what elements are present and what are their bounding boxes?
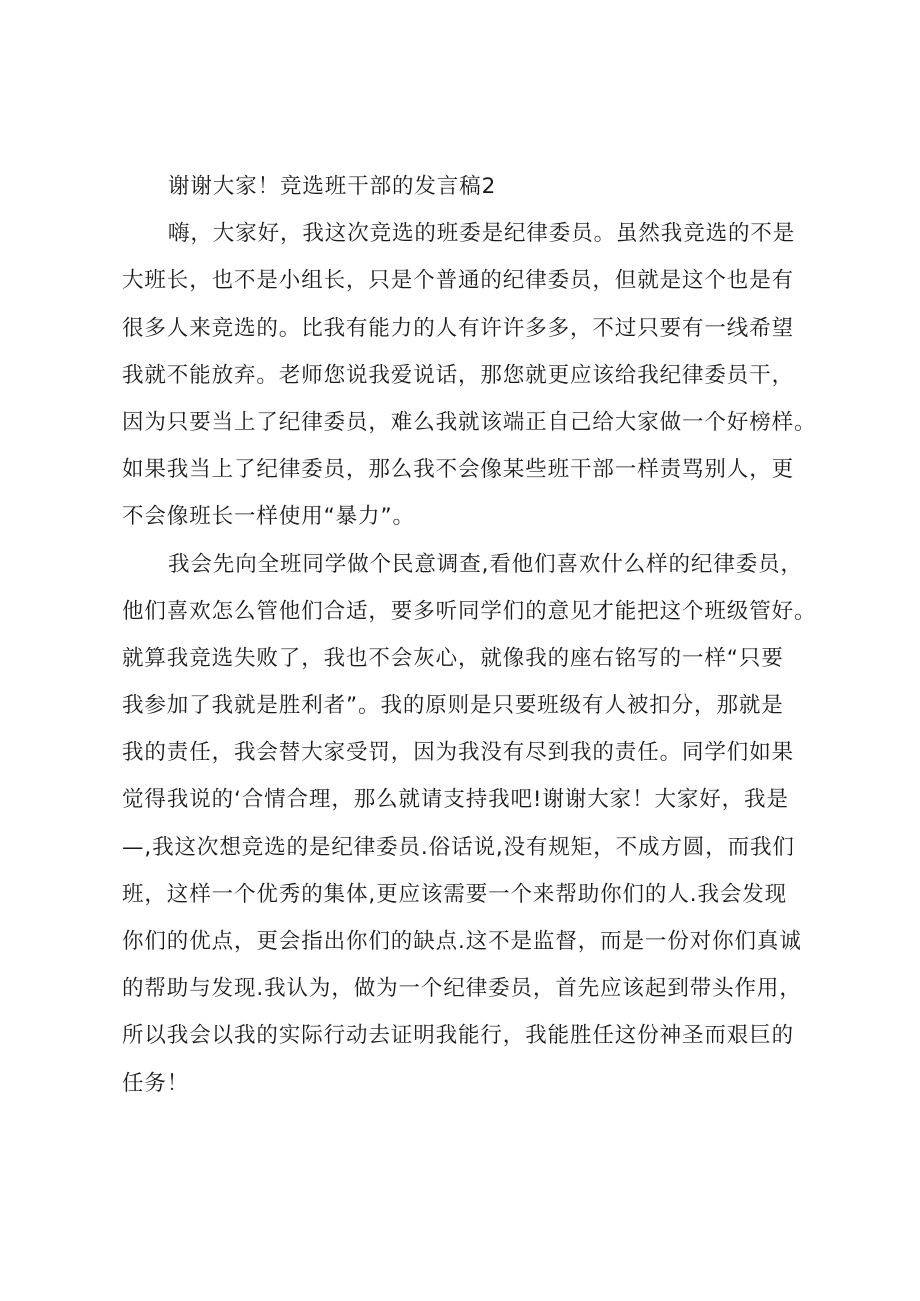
paragraph-line: 任务！ bbox=[122, 1070, 190, 1096]
paragraph-line: —,我这次想竞选的是纪律委员.俗话说,没有规矩，不成方圆，而我们 bbox=[122, 834, 795, 860]
paragraph-line: 就算我竞选失败了，我也不会灰心，就像我的座右铭写的一样“只要 bbox=[122, 645, 784, 671]
paragraph-line: 他们喜欢怎么管他们合适，要多听同学们的意见才能把这个班级管好。 bbox=[122, 598, 817, 624]
paragraph-line: 因为只要当上了纪律委员，难么我就该端正自己给大家做一个好榜样。 bbox=[122, 409, 817, 435]
paragraph-line: 所以我会以我的实际行动去证明我能行，我能胜任这份神圣而艰巨的 bbox=[122, 1023, 795, 1049]
paragraph-line: 很多人来竞选的。比我有能力的人有许许多多，不过只要有一线希望 bbox=[122, 315, 795, 341]
paragraph-2 bbox=[122, 541, 822, 1107]
closing-and-title-line: 谢谢大家！竞选班干部的发言稿2 bbox=[168, 174, 497, 199]
paragraph-line: 觉得我说的‘合情合理，那么就请支持我吧!谢谢大家！大家好，我是 bbox=[122, 787, 789, 813]
paragraph-line: 你们的优点，更会指出你们的缺点.这不是监督，而是一份对你们真诚 bbox=[122, 929, 802, 954]
paragraph-line: 大班长，也不是小组长，只是个普通的纪律委员，但就是这个也是有 bbox=[122, 268, 795, 294]
document-body bbox=[122, 163, 822, 1107]
paragraph-line: 我参加了我就是胜利者”。我的原则是只要班级有人被扣分，那就是 bbox=[122, 693, 784, 719]
paragraph-line: 不会像班长一样使用“暴力”。 bbox=[122, 504, 415, 530]
paragraph-line: 嗨，大家好，我这次竞选的班委是纪律委员。虽然我竞选的不是 bbox=[168, 221, 796, 247]
paragraph-line: 我就不能放弃。老师您说我爱说话，那您就更应该给我纪律委员干， bbox=[122, 362, 795, 388]
paragraph-line: 我的责任，我会替大家受罚，因为我没有尽到我的责任。同学们如果 bbox=[122, 740, 795, 766]
paragraph-line: 如果我当上了纪律委员，那么我不会像某些班干部一样责骂别人，更 bbox=[122, 457, 795, 483]
paragraph-line: 的帮助与发现.我认为，做为一个纪律委员，首先应该起到带头作用， bbox=[122, 976, 802, 1002]
paragraph-1 bbox=[122, 210, 822, 540]
paragraph-line: 班，这样一个优秀的集体,更应该需要一个来帮助你们的人.我会发现 bbox=[122, 881, 788, 907]
paragraph-line: 我会先向全班同学做个民意调查,看他们喜欢什么样的纪律委员， bbox=[168, 551, 803, 577]
